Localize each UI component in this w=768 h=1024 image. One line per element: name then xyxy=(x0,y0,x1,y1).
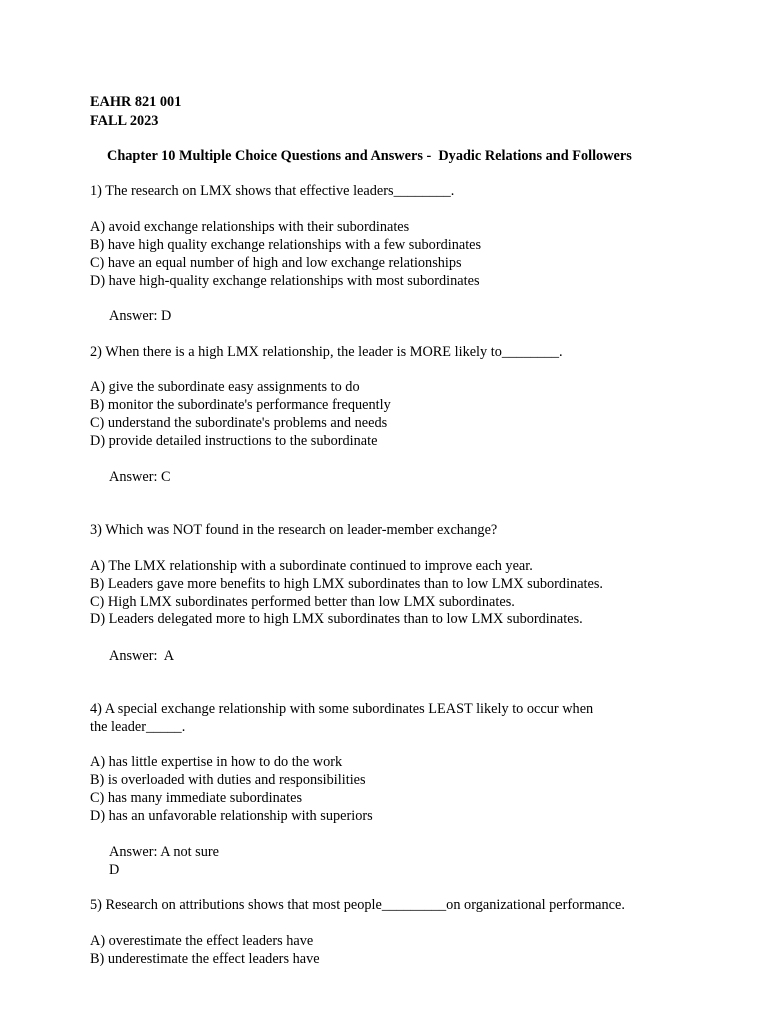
question-1-stem: 1) The research on LMX shows that effective leaders________. xyxy=(90,183,455,199)
question-2-option-a: A) give the subordinate easy assignments to do xyxy=(90,379,360,395)
question-4-option-b: B) is overloaded with duties and responsibilities xyxy=(90,772,366,788)
question-3-option-c: C) High LMX subordinates performed better than low LMX subordinates. xyxy=(90,594,515,610)
question-1-option-d: D) have high-quality exchange relationships with most subordinates xyxy=(90,273,480,289)
question-2-option-c: C) understand the subordinate's problems and needs xyxy=(90,415,388,431)
page-title: Chapter 10 Multiple Choice Questions and Answers - Dyadic Relations and Followers xyxy=(107,148,632,164)
question-2-option-b: B) monitor the subordinate's performance frequently xyxy=(90,397,391,413)
question-1-answer: Answer: D xyxy=(109,308,172,324)
question-5-option-b: B) underestimate the effect leaders have xyxy=(90,951,320,967)
course-code: EAHR 821 001 xyxy=(90,94,182,110)
question-2-option-d: D) provide detailed instructions to the subordinate xyxy=(90,433,378,449)
question-5-option-a: A) overestimate the effect leaders have xyxy=(90,933,314,949)
question-4-option-d: D) has an unfavorable relationship with superiors xyxy=(90,808,373,824)
question-4-stem-line-1: 4) A special exchange relationship with some subordinates LEAST likely to occur when xyxy=(90,701,594,717)
question-4-option-a: A) has little expertise in how to do the work xyxy=(90,754,343,770)
question-3-option-d: D) Leaders delegated more to high LMX subordinates than to low LMX subordinates. xyxy=(90,611,583,627)
question-4-stem-line-2: the leader_____. xyxy=(90,719,186,735)
question-4-answer: Answer: A not sure xyxy=(109,844,219,860)
question-2-answer: Answer: C xyxy=(109,469,171,485)
question-3-option-a: A) The LMX relationship with a subordinate continued to improve each year. xyxy=(90,558,533,574)
question-2-stem: 2) When there is a high LMX relationship, the leader is MORE likely to________. xyxy=(90,344,563,360)
question-3-answer: Answer: A xyxy=(109,648,175,664)
term: FALL 2023 xyxy=(90,113,159,129)
question-4-option-c: C) has many immediate subordinates xyxy=(90,790,303,806)
question-3-option-b: B) Leaders gave more benefits to high LMX subordinates than to low LMX subordinates. xyxy=(90,576,603,592)
question-1-option-b: B) have high quality exchange relationships with a few subordinates xyxy=(90,237,482,253)
question-1-option-a: A) avoid exchange relationships with their subordinates xyxy=(90,219,410,235)
question-5-stem: 5) Research on attributions shows that most people_________on organizational performance. xyxy=(90,897,625,913)
question-1-option-c: C) have an equal number of high and low exchange relationships xyxy=(90,255,462,271)
question-3-stem: 3) Which was NOT found in the research on leader-member exchange? xyxy=(90,522,498,538)
question-4-answer-note: D xyxy=(109,862,120,878)
